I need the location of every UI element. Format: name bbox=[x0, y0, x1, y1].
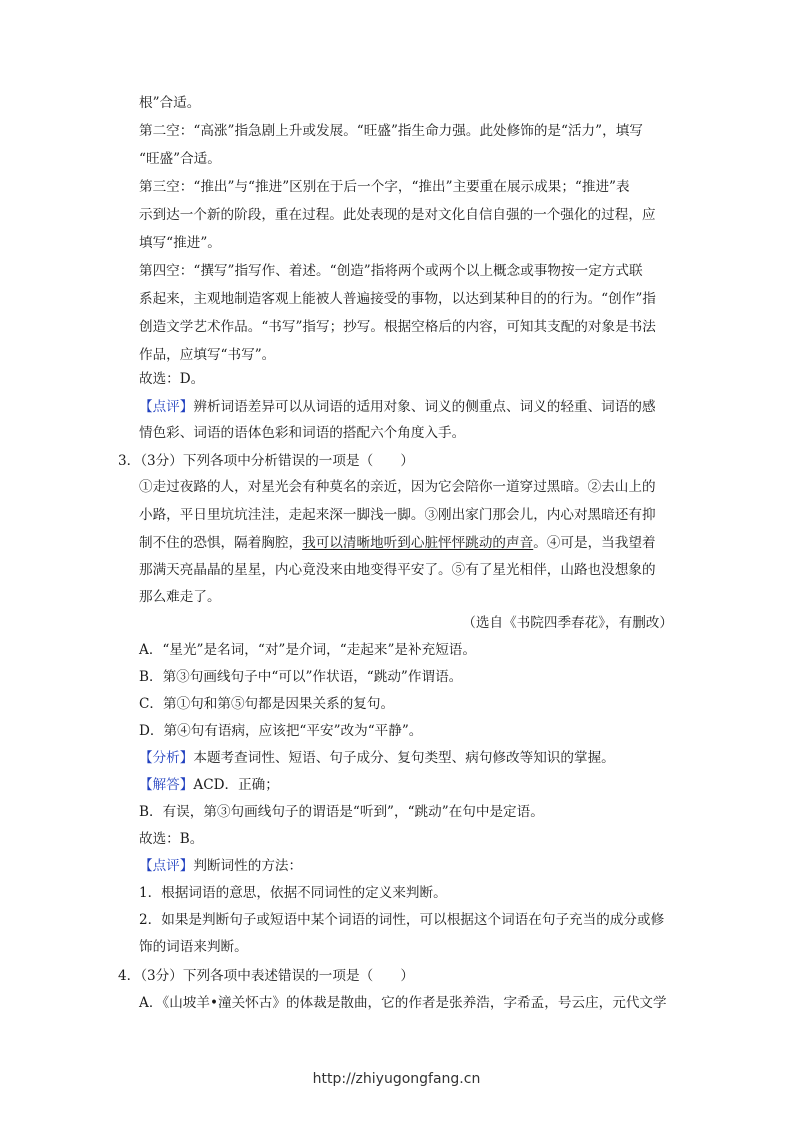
comment-line bbox=[139, 398, 656, 416]
passage-line: ①走过夜路的人，对星光会有种莫名的亲近，因为它会陪你一道穿过黑暗。②去山上的 bbox=[139, 479, 656, 495]
method-line: 1．根据词语的意思，依据不同词性的定义来判断。 bbox=[139, 885, 447, 901]
passage-line: 小路，平日里坑坑洼洼，走起来深一脚浅一脚。③刚出家门那会儿，内心对黑暗还有抑 bbox=[139, 507, 656, 523]
method-line: 2．如果是判断句子或短语中某个词语的词性，可以根据这个词语在句子充当的成分或修 bbox=[139, 912, 665, 928]
footer-url: http://zhiyugongfang.cn bbox=[312, 1071, 481, 1087]
text-line: 示到达一个新的阶段，重在过程。此处表现的是对文化自信自强的一个强化的过程，应 bbox=[139, 207, 656, 223]
comment-line bbox=[139, 857, 302, 875]
text-line: 系起来，主观地制造客观上能被人普遍接受的事物，以达到某种目的的行为。“创作”指 bbox=[139, 291, 656, 307]
text-line: 故选：B。 bbox=[139, 831, 204, 847]
text-line: 作品，应填写“书写”。 bbox=[139, 347, 276, 363]
passage-text: 制不住的恐惧，隔着胸腔， bbox=[139, 535, 303, 551]
passage-line: 那么难走了。 bbox=[139, 589, 221, 605]
option-b: B．第③句画线句子中“可以”作状语，“跳动”作谓语。 bbox=[139, 669, 463, 685]
text-line: “旺盛”合适。 bbox=[139, 151, 221, 167]
underlined-sentence: 我可以清晰地听到心脏怦怦跳动的声音 bbox=[302, 535, 534, 551]
text-line: 第二空：“高涨”指急剧上升或发展。“旺盛”指生命力强。此处修饰的是“活力”，填写 bbox=[139, 123, 643, 139]
passage-source: （选自《书院四季春花》，有删改） bbox=[462, 615, 673, 631]
text-line: 根”合适。 bbox=[139, 95, 201, 111]
option-a: A．“星光”是名词，“对”是介词，“走起来”是补充短语。 bbox=[139, 642, 476, 658]
text-line: B．有误，第③句画线句子的谓语是“听到”，“跳动”在句中是定语。 bbox=[139, 804, 544, 820]
analysis-tag: 【分析】 bbox=[139, 750, 194, 766]
question-heading: 3．（3分）下列各项中分析错误的一项是（ ） bbox=[118, 453, 414, 469]
option-a: A．《山坡羊•潼关怀古》的体裁是散曲，它的作者是张养浩，字希孟，号云庄，元代文学 bbox=[139, 995, 667, 1011]
comment-text: 判断词性的方法： bbox=[193, 858, 303, 874]
question-heading: 4．（3分）下列各项中表述错误的一项是（ ） bbox=[118, 968, 414, 984]
passage-line bbox=[139, 534, 656, 552]
comment-tag: 【点评】 bbox=[139, 858, 194, 874]
method-line: 饰的词语来判断。 bbox=[139, 939, 248, 955]
option-c: C．第①句和第⑤句都是因果关系的复句。 bbox=[139, 696, 395, 712]
comment-text: 辨析词语差异可以从词语的适用对象、词义的侧重点、词义的轻重、词语的感 bbox=[193, 399, 656, 415]
text-line: 填写“推进”。 bbox=[139, 235, 221, 251]
text-line: 第四空：“撰写”指写作、着述。“创造”指将两个或两个以上概念或事物按一定方式联 bbox=[139, 263, 643, 279]
passage-line: 那满天亮晶晶的星星，内心竟没来由地变得平安了。⑤有了星光相伴，山路也没想象的 bbox=[139, 562, 656, 578]
analysis-line bbox=[139, 749, 615, 767]
analysis-text: 本题考查词性、短语、句子成分、复句类型、病句修改等知识的掌握。 bbox=[193, 750, 615, 766]
passage-text: 。④可是，当我望着 bbox=[533, 535, 656, 551]
answer-text: ACD．正确； bbox=[193, 777, 279, 793]
text-line: 情色彩、词语的语体色彩和词语的搭配六个角度入手。 bbox=[139, 425, 466, 441]
text-line: 第三空：“推出”与“推进”区别在于后一个字，“推出”主要重在展示成果；“推进”表 bbox=[139, 179, 630, 195]
text-line: 创造文学艺术作品。“书写”指写；抄写。根据空格后的内容，可知其支配的对象是书法 bbox=[139, 319, 656, 335]
answer-tag: 【解答】 bbox=[139, 777, 194, 793]
text-line: 故选：D。 bbox=[139, 371, 205, 387]
comment-tag: 【点评】 bbox=[139, 399, 194, 415]
option-d: D．第④句有语病，应该把“平安”改为“平静”。 bbox=[139, 723, 423, 739]
answer-line bbox=[139, 776, 279, 794]
